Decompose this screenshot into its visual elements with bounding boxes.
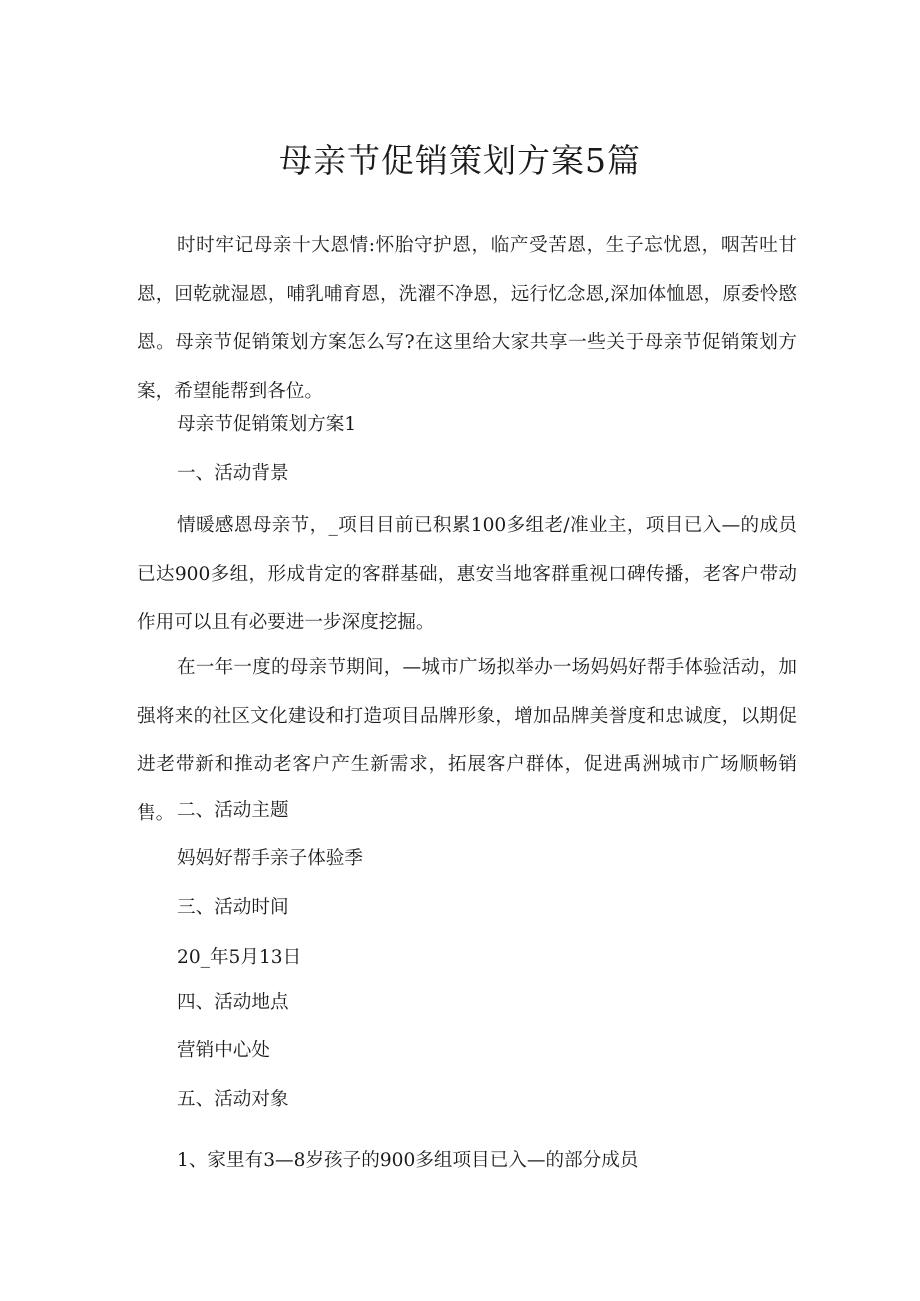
plan1-heading: 母亲节促销策划方案1: [177, 414, 357, 435]
section1-heading: 一、活动背景: [177, 463, 289, 484]
section3-text: 20_年5月13日: [177, 947, 302, 968]
section1-paragraph-2: 在一年一度的母亲节期间，—城市广场拟举办一场妈妈好帮手体验活动，加强将来的社区文化建设和打造项目品牌形象，增加品牌美誉度和忠诚度，以期促进老带新和推动老客户产生新需求，拓展客户群体，促进禹洲城市广场顺畅销售。: [137, 657, 797, 824]
section5-heading: 五、活动对象: [177, 1089, 289, 1110]
section2-heading: 二、活动主题: [177, 800, 289, 821]
section2-text: 妈妈好帮手亲子体验季: [177, 848, 363, 869]
section4-heading: 四、活动地点: [177, 992, 289, 1013]
section5-item-1: 1、家里有3—8岁孩子的900多组项目已入—的部分成员: [177, 1150, 639, 1171]
section4-text: 营销中心处: [177, 1040, 270, 1061]
document-title: 母亲节促销策划方案5篇: [279, 141, 641, 180]
section1-paragraph-1: 情暖感恩母亲节，_项目目前已积累100多组老/准业主，项目已入—的成员已达900多组，形成肯定的客群基础，惠安当地客群重视口碑传播，老客户带动作用可以且有必要进一步深度挖掘。: [137, 515, 797, 633]
section3-heading: 三、活动时间: [177, 897, 289, 918]
intro-paragraph: 时时牢记母亲十大恩情:怀胎守护恩，临产受苦恩，生子忘忧恩，咽苦吐甘恩，回乾就湿恩，哺乳哺育恩，洗濯不净恩，远行忆念恩,深加体恤恩，原委怜愍恩。母亲节促销策划方案怎么写?在这里给大家共享一些关于母亲节促销策划方案，希望能帮到各位。: [137, 235, 797, 402]
